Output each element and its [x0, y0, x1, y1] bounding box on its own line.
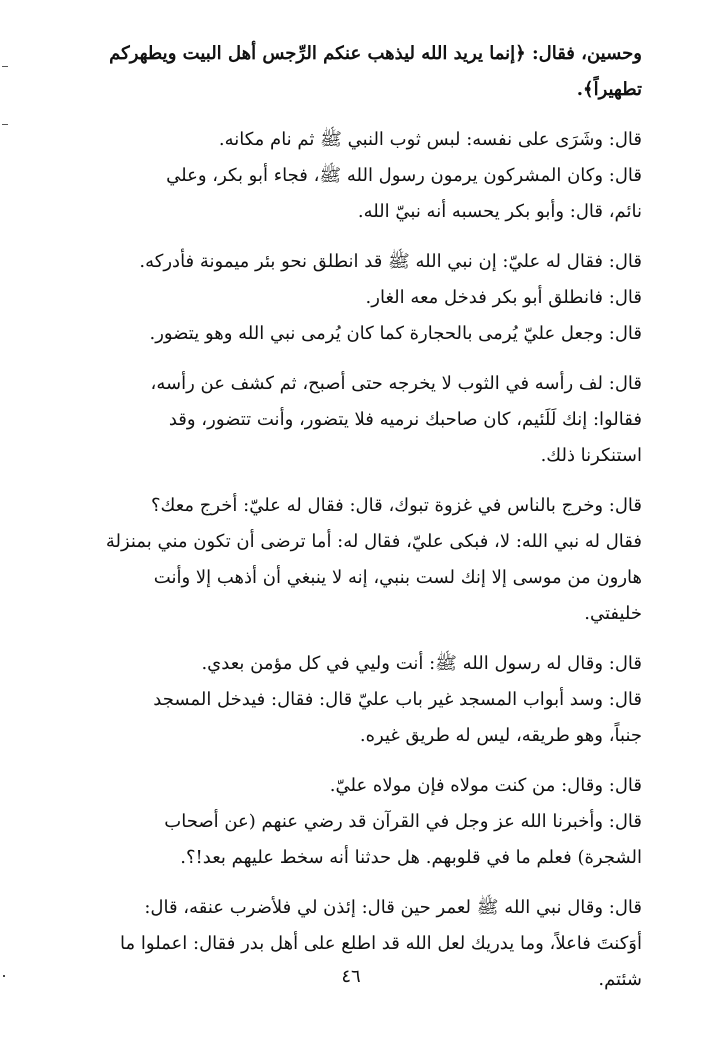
text-line: قال: وقال له رسول الله ﷺ: أنت وليي في كل مؤمن بعدي.	[201, 653, 642, 674]
paragraph	[78, 122, 642, 230]
text-line: وحسين، فقال: ﴿إنما يريد الله ليذهب عنكم الرِّجس أهل البيت ويطهركم	[109, 43, 642, 64]
text-line: قال: وقال: من كنت مولاه فإن مولاه عليّ.	[329, 775, 642, 796]
paragraph	[78, 768, 642, 876]
text-line: قال: وقال نبي الله ﷺ لعمر حين قال: إئذن لي فلأضرب عنقه، قال:	[144, 897, 642, 918]
text-line: قال: فانطلق أبو بكر فدخل معه الغار.	[365, 287, 642, 308]
text-line: قال: وجعل عليّ يُرمى بالحجارة كما كان يُرمى نبي الله وهو يتضور.	[149, 323, 642, 344]
text-line: جنباً، وهو طريقه، ليس له طريق غيره.	[359, 725, 642, 746]
margin-mark	[2, 66, 8, 67]
paragraph	[78, 366, 642, 474]
text-line: قال: وخرج بالناس في غزوة تبوك، قال: فقال له عليّ: أخرج معك؟	[150, 495, 642, 516]
page-number: ٤٦	[341, 966, 361, 987]
paragraph	[78, 646, 642, 754]
text-line: هارون من موسى إلا إنك لست بنبي، إنه لا ينبغي أن أذهب إلا وأنت	[153, 567, 642, 588]
text-line: خليفتي.	[584, 603, 642, 624]
paragraph	[78, 488, 642, 632]
paragraph-quran-verse	[78, 36, 642, 108]
text-line: قال: وشَرَى على نفسه: لبس ثوب النبي ﷺ ثم نام مكانه.	[218, 129, 642, 150]
text-line: قال: فقال له عليّ: إن نبي الله ﷺ قد انطلق نحو بئر ميمونة فأدركه.	[139, 251, 642, 272]
text-line: شئتم.	[598, 969, 642, 990]
text-line: قال: وسد أبواب المسجد غير باب عليّ قال: فقال: فيدخل المسجد	[153, 689, 642, 710]
margin-mark	[2, 124, 8, 125]
text-line: فقال له نبي الله: لا، فبكى عليّ، فقال له: أما ترضى أن تكون مني بمنزلة	[105, 531, 642, 552]
text-line: فقالوا: إنك لَلَئيم، كان صاحبك نرميه فلا يتضور، وأنت تتضور، وقد	[168, 409, 642, 430]
text-line: تطهيراً﴾.	[576, 79, 642, 100]
body-text	[78, 36, 642, 1012]
text-line: قال: وأخبرنا الله عز وجل في القرآن قد رضي عنهم (عن أصحاب	[164, 811, 642, 832]
text-line: نائم، قال: وأبو بكر يحسبه أنه نبيّ الله.	[357, 201, 642, 222]
paragraph	[78, 244, 642, 352]
text-line: استنكرنا ذلك.	[540, 445, 642, 466]
text-line: أوَكنتَ فاعلاً، وما يدريك لعل الله قد اطلع على أهل بدر فقال: اعملوا ما	[120, 933, 642, 954]
text-line: الشجرة) فعلم ما في قلوبهم. هل حدثنا أنه سخط عليهم بعد!؟.	[180, 847, 642, 868]
text-line: قال: لف رأسه في الثوب لا يخرجه حتى أصبح، ثم كشف عن رأسه،	[150, 373, 642, 394]
text-line: قال: وكان المشركون يرمون رسول الله ﷺ، فجاء أبو بكر، وعلي	[166, 165, 642, 186]
